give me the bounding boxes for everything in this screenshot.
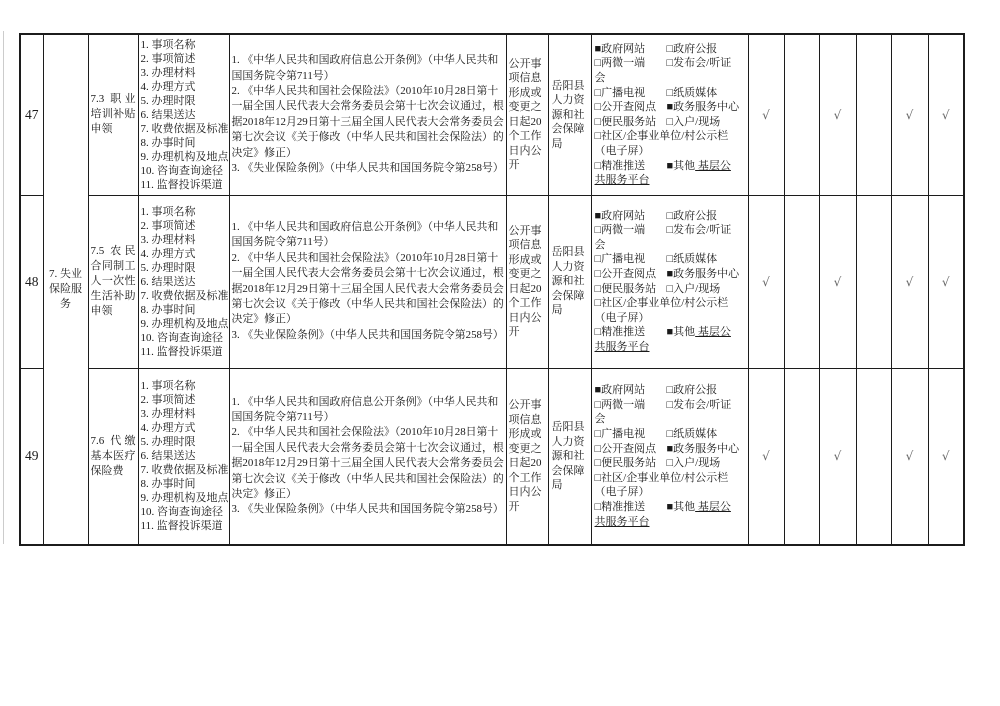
- list-item: 1. 事项名称: [140, 380, 196, 393]
- channels-cell: [591, 368, 748, 545]
- list-item: 8. 办事时间: [140, 136, 196, 149]
- check-cell: [784, 195, 819, 368]
- list-item: 11. 监督投诉渠道: [140, 178, 223, 191]
- check-cell: √: [819, 195, 856, 368]
- list-item: 2. 《中华人民共和国社会保险法》（2010年10月28日第十一届全国人民代表大会常务委员会第十七次会议通过，根据2018年12月29日第十三届全国人民代表大会常务委员会第七次会议《关于修改（中华人民共和国社会保险法）的决定》修正）: [231, 426, 504, 501]
- responsible-org-cell: 岳阳县人力资源和社会保障局: [548, 368, 591, 545]
- unchecked-box-item: □公开查阅点: [594, 267, 657, 280]
- unchecked-box-item: □便民服务站: [594, 457, 657, 470]
- check-cell: [856, 34, 891, 195]
- unchecked-box-item: □纸质媒体: [666, 428, 718, 441]
- unchecked-box-item: □精准推送: [594, 159, 646, 172]
- list-item: 4. 办理方式: [140, 80, 196, 93]
- unchecked-box-item: □纸质媒体: [666, 253, 718, 266]
- list-item: 11. 监督投诉渠道: [140, 345, 223, 358]
- checked-box-item: ■政府网站: [594, 42, 646, 55]
- unchecked-box-item: □发布会/听证: [666, 398, 732, 411]
- page-edge-line: [3, 31, 4, 544]
- list-item: 1. 《中华人民共和国政府信息公开条例》（中华人民共和国国务院令第711号）: [231, 54, 499, 82]
- contents-list-cell: [138, 34, 229, 195]
- list-item: 3. 《失业保险条例》（中华人民共和国国务院令第258号）: [231, 503, 504, 516]
- list-item: 3. 《失业保险条例》（中华人民共和国国务院令第258号）: [231, 328, 504, 341]
- list-item: 11. 监督投诉渠道: [140, 520, 223, 533]
- unchecked-box-item: □公开查阅点: [594, 442, 657, 455]
- unchecked-box-item: □入户/现场: [666, 457, 721, 470]
- channel-text: 会: [594, 238, 606, 251]
- list-item: 2. 《中华人民共和国社会保险法》（2010年10月28日第十一届全国人民代表大会常务委员会第十七次会议通过，根据2018年12月29日第十三届全国人民代表大会常务委员会第七次会议《关于修改（中华人民共和国社会保险法）的决定》修正）: [231, 84, 504, 159]
- check-cell: √: [819, 34, 856, 195]
- unchecked-box-item: □两微一端: [594, 224, 646, 237]
- list-item: 1. 事项名称: [140, 205, 196, 218]
- channel-text: （电子屏）: [594, 144, 650, 157]
- unchecked-box-item: □社区/企事业单位/村公示栏: [594, 471, 729, 484]
- list-item: 3. 办理材料: [140, 66, 196, 79]
- list-item: 3. 《失业保险条例》（中华人民共和国国务院令第258号）: [231, 161, 504, 174]
- table-row: [20, 368, 964, 545]
- item-name-cell: 7.6 代缴基本医疗保险费: [88, 368, 138, 545]
- legal-basis-cell: [229, 34, 506, 195]
- list-item: 1. 事项名称: [140, 38, 196, 51]
- responsible-org-cell: 岳阳县人力资源和社会保障局: [548, 195, 591, 368]
- time-limit-cell: 公开事项信息形成或变更之日起20个工作日内公开: [506, 368, 548, 545]
- channels-checkbox-list: [595, 209, 745, 355]
- unchecked-box-item: □精准推送: [594, 501, 646, 514]
- list-item: 2. 事项简述: [140, 52, 196, 65]
- list-item: 7. 收费依据及标准: [140, 464, 229, 477]
- legal-basis-cell: [229, 368, 506, 545]
- list-item: 9. 办理机构及地点: [140, 150, 229, 163]
- list-item: 9. 办理机构及地点: [140, 317, 229, 330]
- unchecked-box-item: □广播电视: [594, 86, 646, 99]
- unchecked-box-item: □政府公报: [666, 384, 718, 397]
- list-item: 10. 咨询查询途径: [140, 164, 223, 177]
- unchecked-box-item: □发布会/听证: [666, 224, 732, 237]
- table-row: [20, 195, 964, 368]
- category-cell: 7. 失业保险服务: [43, 34, 88, 545]
- checked-box-item: ■政务服务中心: [666, 442, 740, 455]
- channel-text: 会: [594, 71, 606, 84]
- item-name-cell: 7.3 职业培训补贴申领: [88, 34, 138, 195]
- table-row: [20, 34, 964, 195]
- check-cell: √: [748, 368, 784, 545]
- channel-text: 共服务平台: [594, 174, 650, 187]
- list-item: 10. 咨询查询途径: [140, 331, 223, 344]
- unchecked-box-item: □公开查阅点: [594, 101, 657, 114]
- unchecked-box-item: □社区/企事业单位/村公示栏: [594, 130, 729, 143]
- disclosure-table: [19, 33, 965, 546]
- list-item: 7. 收费依据及标准: [140, 122, 229, 135]
- unchecked-box-item: □广播电视: [594, 428, 646, 441]
- unchecked-box-item: □纸质媒体: [666, 86, 718, 99]
- unchecked-box-item: □便民服务站: [594, 115, 657, 128]
- row-number: 47: [20, 34, 43, 195]
- channel-text: （电子屏）: [594, 486, 650, 499]
- check-cell: √: [891, 195, 928, 368]
- unchecked-box-item: □发布会/听证: [666, 57, 732, 70]
- responsible-org-cell: 岳阳县人力资源和社会保障局: [548, 34, 591, 195]
- contents-list: [141, 379, 227, 533]
- unchecked-box-item: □社区/企事业单位/村公示栏: [594, 297, 729, 310]
- channels-checkbox-list: [595, 42, 745, 188]
- channel-text: （电子屏）: [594, 311, 650, 324]
- contents-list: [141, 38, 227, 192]
- unchecked-box-item: □两微一端: [594, 57, 646, 70]
- checked-box-item: ■其他: [666, 326, 696, 339]
- list-item: 6. 结果送达: [140, 275, 196, 288]
- check-cell: √: [928, 195, 964, 368]
- list-item: 4. 办理方式: [140, 422, 196, 435]
- list-item: 2. 事项简述: [140, 394, 196, 407]
- check-cell: √: [891, 34, 928, 195]
- time-limit-cell: 公开事项信息形成或变更之日起20个工作日内公开: [506, 34, 548, 195]
- list-item: 3. 办理材料: [140, 233, 196, 246]
- contents-list-cell: [138, 368, 229, 545]
- list-item: 4. 办理方式: [140, 247, 196, 260]
- check-cell: [784, 368, 819, 545]
- channel-text: 共服务平台: [594, 515, 650, 528]
- unchecked-box-item: □两微一端: [594, 398, 646, 411]
- list-item: 1. 《中华人民共和国政府信息公开条例》（中华人民共和国国务院令第711号）: [231, 395, 499, 424]
- checked-box-item: ■政务服务中心: [666, 267, 740, 280]
- checked-box-item: ■其他: [666, 501, 696, 514]
- contents-list: [141, 205, 227, 359]
- list-item: 6. 结果送达: [140, 450, 196, 463]
- check-cell: √: [748, 195, 784, 368]
- channel-text: 基层公: [695, 159, 731, 172]
- contents-list-cell: [138, 195, 229, 368]
- unchecked-box-item: □政府公报: [666, 209, 718, 222]
- channels-checkbox-list: [595, 383, 745, 529]
- list-item: 5. 办理时限: [140, 261, 196, 274]
- list-item: 2. 事项简述: [140, 219, 196, 232]
- unchecked-box-item: □便民服务站: [594, 282, 657, 295]
- unchecked-box-item: □入户/现场: [666, 282, 721, 295]
- channels-cell: [591, 34, 748, 195]
- list-item: 5. 办理时限: [140, 436, 196, 449]
- check-cell: √: [928, 34, 964, 195]
- list-item: 3. 办理材料: [140, 408, 196, 421]
- list-item: 7. 收费依据及标准: [140, 289, 229, 302]
- unchecked-box-item: □入户/现场: [666, 115, 721, 128]
- unchecked-box-item: □精准推送: [594, 326, 646, 339]
- check-cell: √: [819, 368, 856, 545]
- list-item: 8. 办事时间: [140, 478, 196, 491]
- list-item: 2. 《中华人民共和国社会保险法》（2010年10月28日第十一届全国人民代表大会常务委员会第十七次会议通过，根据2018年12月29日第十三届全国人民代表大会常务委员会第七次会议《关于修改（中华人民共和国社会保险法）的决定》修正）: [231, 251, 504, 326]
- row-number: 49: [20, 368, 43, 545]
- time-limit-cell: 公开事项信息形成或变更之日起20个工作日内公开: [506, 195, 548, 368]
- check-cell: √: [928, 368, 964, 545]
- check-cell: [856, 195, 891, 368]
- row-number: 48: [20, 195, 43, 368]
- legal-basis-cell: [229, 195, 506, 368]
- legal-basis-list: [232, 220, 505, 343]
- channel-text: 会: [594, 413, 606, 426]
- check-cell: √: [891, 368, 928, 545]
- checked-box-item: ■其他: [666, 159, 696, 172]
- check-cell: [856, 368, 891, 545]
- list-item: 9. 办理机构及地点: [140, 492, 229, 505]
- checked-box-item: ■政府网站: [594, 209, 646, 222]
- check-cell: √: [748, 34, 784, 195]
- checked-box-item: ■政务服务中心: [666, 101, 740, 114]
- list-item: 8. 办事时间: [140, 303, 196, 316]
- channels-cell: [591, 195, 748, 368]
- unchecked-box-item: □广播电视: [594, 253, 646, 266]
- list-item: 1. 《中华人民共和国政府信息公开条例》（中华人民共和国国务院令第711号）: [231, 220, 499, 249]
- checked-box-item: ■政府网站: [594, 384, 646, 397]
- channel-text: 共服务平台: [594, 340, 650, 353]
- item-name-cell: 7.5 农民合同制工人一次性生活补助申领: [88, 195, 138, 368]
- channel-text: 基层公: [695, 501, 731, 514]
- list-item: 5. 办理时限: [140, 94, 196, 107]
- list-item: 10. 咨询查询途径: [140, 506, 223, 519]
- check-cell: [784, 34, 819, 195]
- legal-basis-list: [232, 395, 505, 518]
- channel-text: 基层公: [695, 326, 731, 339]
- unchecked-box-item: □政府公报: [666, 42, 718, 55]
- list-item: 6. 结果送达: [140, 108, 196, 121]
- legal-basis-list: [232, 53, 505, 176]
